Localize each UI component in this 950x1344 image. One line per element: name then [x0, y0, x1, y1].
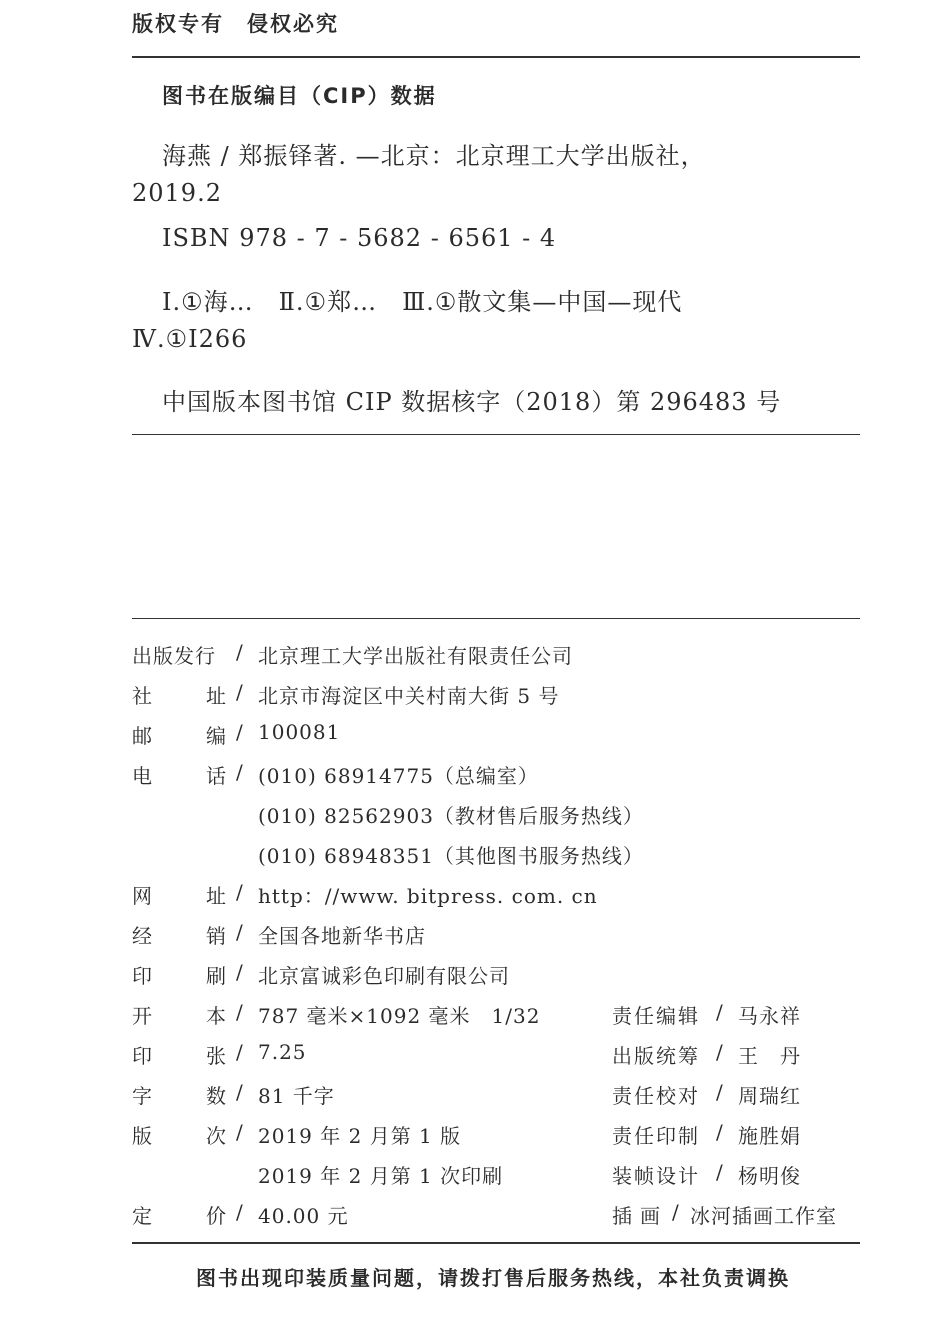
cip-bottom-rule — [132, 434, 860, 435]
staff-name: 施胜娟 — [738, 1124, 801, 1148]
detail-label-text: 出版发行 — [132, 644, 216, 668]
staff-name: 马永祥 — [738, 1004, 801, 1028]
staff-role: 责任校对 — [612, 1084, 700, 1108]
copyright-notice: 版权专有 侵权必究 — [132, 12, 339, 36]
cip-title: 图书在版编目（CIP）数据 — [162, 84, 437, 108]
detail-value-postcode: 100081 — [258, 720, 341, 744]
staff-name: 冰河插画工作室 — [690, 1204, 837, 1228]
detail-value-website: http：//www. bitpress. com. cn — [258, 884, 598, 908]
separator: / — [716, 1120, 723, 1144]
separator: / — [716, 1000, 723, 1024]
detail-value-price: 40.00 元 — [258, 1204, 349, 1228]
separator: / — [716, 1080, 723, 1104]
top-rule — [132, 56, 860, 58]
detail-value-format: 787 毫米×1092 毫米 1/32 — [258, 1004, 541, 1028]
cip-isbn: ISBN 978 - 7 - 5682 - 6561 - 4 — [162, 224, 557, 252]
detail-value-distributor: 全国各地新华书店 — [258, 924, 426, 948]
detail-value-printing: 2019 年 2 月第 1 次印刷 — [258, 1164, 504, 1188]
separator: / — [716, 1040, 723, 1064]
staff-role: 装帧设计 — [612, 1164, 700, 1188]
detail-value-wordcount: 81 千字 — [258, 1084, 335, 1108]
staff-role: 责任印制 — [612, 1124, 700, 1148]
detail-value-edition: 2019 年 2 月第 1 版 — [258, 1124, 462, 1148]
cip-line-1: 海燕 / 郑振铎著. —北京：北京理工大学出版社， — [162, 142, 706, 170]
separator: / — [672, 1200, 679, 1224]
staff-name: 杨明俊 — [738, 1164, 801, 1188]
details-top-rule — [132, 618, 860, 619]
detail-value-phone-3: (010) 68948351（其他图书服务热线） — [258, 844, 644, 868]
detail-value-address: 北京市海淀区中关村南大街 5 号 — [258, 684, 560, 708]
detail-value-printer: 北京富诚彩色印刷有限公司 — [258, 964, 510, 988]
staff-name: 王 丹 — [738, 1044, 801, 1068]
staff-role: 责任编辑 — [612, 1004, 700, 1028]
detail-label-publisher — [132, 640, 257, 669]
detail-value-phone-2: (010) 82562903（教材售后服务热线） — [258, 804, 644, 828]
staff-role: 插画 — [612, 1204, 668, 1228]
cip-record-number: 中国版本图书馆 CIP 数据核字（2018）第 296483 号 — [162, 388, 782, 416]
detail-value-publisher: 北京理工大学出版社有限责任公司 — [258, 644, 573, 668]
detail-value-sheets: 7.25 — [258, 1040, 307, 1064]
detail-value-phone-1: (010) 68914775（总编室） — [258, 764, 539, 788]
details-bottom-rule — [132, 1242, 860, 1244]
quality-notice: 图书出现印装质量问题，请拨打售后服务热线，本社负责调换 — [196, 1266, 790, 1290]
cip-line-2: 2019.2 — [132, 179, 222, 207]
separator: / — [236, 640, 244, 664]
staff-role: 出版统筹 — [612, 1044, 700, 1068]
separator: / — [716, 1160, 723, 1184]
cip-classification-1: Ⅰ.①海… Ⅱ.①郑… Ⅲ.①散文集—中国—现代 — [162, 288, 683, 316]
staff-name: 周瑞红 — [738, 1084, 801, 1108]
cip-classification-2: Ⅳ.①I266 — [132, 325, 248, 353]
